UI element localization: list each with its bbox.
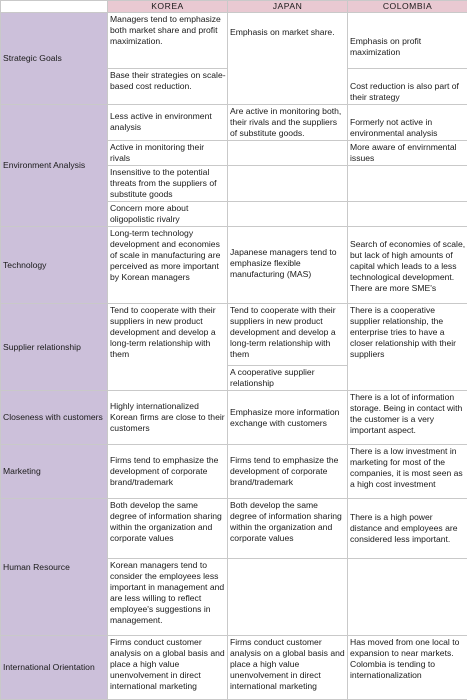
cell-colombia: Formerly not active in environmental analysis xyxy=(348,105,467,141)
cell-japan xyxy=(228,166,348,202)
category-international-orientation: International Orientation xyxy=(1,636,108,700)
table-row xyxy=(1,105,467,141)
cell-korea: Firms conduct customer analysis on a global basis and place a high value unenvolvement in direct international marketing xyxy=(108,636,228,700)
cell-colombia: Search of economies of scale, but lack of high amounts of capital which leads to a less technological development. There are more SME's xyxy=(348,227,467,304)
cell-colombia: There is a lot of information storage. Being in contact with the customer is a very important aspect. xyxy=(348,391,467,445)
category-strategic-goals: Strategic Goals xyxy=(1,13,108,105)
cell-japan xyxy=(228,202,348,227)
category-human-resource: Human Resource xyxy=(1,499,108,636)
cell-korea: Base their strategies on scale-based cost reduction. xyxy=(108,69,228,105)
header-korea: KOREA xyxy=(108,1,228,13)
cell-japan xyxy=(228,559,348,636)
table-row xyxy=(1,499,467,559)
table-row xyxy=(1,13,467,69)
header-japan: JAPAN xyxy=(228,1,348,13)
table-row xyxy=(1,391,467,445)
cell-korea: Insensitive to the potential threats from the suppliers of substitute goods xyxy=(108,166,228,202)
cell-colombia: There is a high power distance and employees are considered less important. xyxy=(348,499,467,559)
cell-colombia xyxy=(348,202,467,227)
cell-korea: Less active in environment analysis xyxy=(108,105,228,141)
cell-japan: Tend to cooperate with their suppliers in new product development and develop a long-term relationship with them xyxy=(228,304,348,366)
header-colombia: COLOMBIA xyxy=(348,1,467,13)
cell-korea: Highly internationalized Korean firms are close to their customers xyxy=(108,391,228,445)
header-row xyxy=(1,1,467,13)
category-closeness-with-customers: Closeness with customers xyxy=(1,391,108,445)
cell-japan: Emphasis on market share. xyxy=(228,13,348,105)
category-supplier-relationship: Supplier relationship xyxy=(1,304,108,391)
header-corner xyxy=(1,1,108,13)
cell-colombia: There is a cooperative supplier relationship, the enterprise tries to have a closer relationship with their suppliers xyxy=(348,304,467,391)
category-technology: Technology xyxy=(1,227,108,304)
cell-korea: Managers tend to emphasize both market share and profit maximization. xyxy=(108,13,228,69)
category-marketing: Marketing xyxy=(1,445,108,499)
cell-colombia xyxy=(348,559,467,636)
cell-japan: Emphasize more information exchange with customers xyxy=(228,391,348,445)
cell-korea: Tend to cooperate with their suppliers in new product development and develop a long-term relationship with them xyxy=(108,304,228,391)
table-row xyxy=(1,636,467,700)
cell-korea: Concern more about oligopolistic rivalry xyxy=(108,202,228,227)
cell-colombia: Emphasis on profit maximization xyxy=(348,13,467,69)
cell-japan: Are active in monitoring both, their rivals and the suppliers of substitute goods. xyxy=(228,105,348,141)
cell-korea: Both develop the same degree of information sharing within the organization and corporate values xyxy=(108,499,228,559)
cell-korea: Firms tend to emphasize the development of corporate brand/trademark xyxy=(108,445,228,499)
cell-korea: Long-term technology development and economies of scale in manufacturing are perceived as more important by Korean managers xyxy=(108,227,228,304)
cell-colombia xyxy=(348,166,467,202)
cell-japan: A cooperative supplier relationship xyxy=(228,366,348,391)
cell-japan: Japanese managers tend to emphasize flexible manufacturing (MAS) xyxy=(228,227,348,304)
cell-japan xyxy=(228,141,348,166)
cell-korea: Korean managers tend to consider the employees less important in management and are less willing to reflect employee's suggestions in management. xyxy=(108,559,228,636)
table-row xyxy=(1,445,467,499)
cell-colombia: There is a low investment in marketing for most of the companies, it is most seen as a high cost investment xyxy=(348,445,467,499)
cell-japan: Both develop the same degree of information sharing within the organization and corporate values xyxy=(228,499,348,559)
cell-japan: Firms conduct customer analysis on a global basis and place a high value unenvolvement in direct international marketing xyxy=(228,636,348,700)
cell-colombia: Cost reduction is also part of their strategy xyxy=(348,69,467,105)
table-row xyxy=(1,227,467,304)
cell-korea: Active in monitoring their rivals xyxy=(108,141,228,166)
cell-colombia: More aware of envirnmental issues xyxy=(348,141,467,166)
table-row xyxy=(1,304,467,366)
cell-colombia: Has moved from one local to expansion to near markets. Colombia is tending to internationalization xyxy=(348,636,467,700)
cell-japan: Firms tend to emphasize the development of corporate brand/trademark xyxy=(228,445,348,499)
category-environment-analysis: Environment Analysis xyxy=(1,105,108,227)
